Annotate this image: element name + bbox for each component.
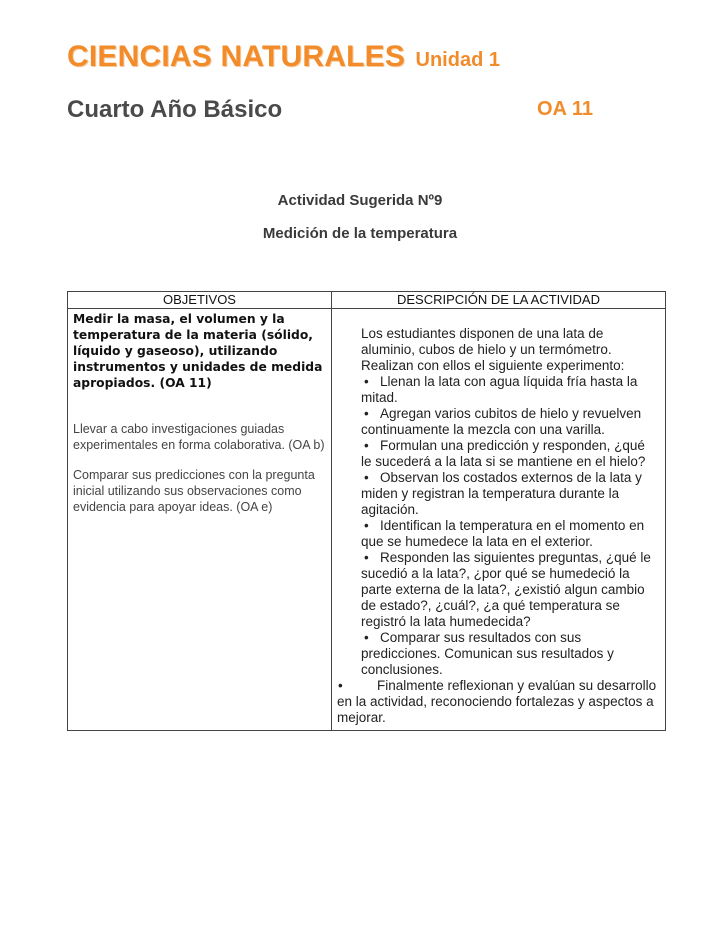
list-item — [337, 630, 659, 678]
description-header: DESCRIPCIÓN DE LA ACTIVIDAD — [332, 292, 666, 309]
step-text: Responden las siguientes preguntas, ¿qué le sucedió a la lata?, ¿por qué se humedeció la parte externa de la lata?, ¿existió algun cambio de estado?, ¿cuál?, ¿a qué temperatura se registró la lata humedecida? — [361, 550, 651, 629]
step-text: Agregan varios cubitos de hielo y revuelven continuamente la mezcla con una varilla. — [361, 406, 642, 437]
bullet: • — [364, 550, 369, 565]
bullet: • — [364, 470, 369, 485]
activity-name: Medición de la temperatura — [262, 225, 458, 242]
list-item — [337, 438, 659, 470]
list-item — [337, 406, 659, 438]
page-header — [67, 40, 627, 126]
list-item — [337, 518, 659, 550]
step-text: Observan los costados externos de la lata y miden y registran la temperatura durante la agitación. — [361, 470, 642, 517]
secondary-objective-e: Comparar sus predicciones con la pregunta inicial utilizando sus observaciones como evidencia para apoyar ideas. (OA e) — [73, 468, 315, 514]
list-item — [337, 550, 659, 630]
grade-label: Cuarto Año Básico — [67, 96, 283, 123]
oa-label: OA 11 — [537, 98, 593, 120]
list-item — [337, 470, 659, 518]
primary-objective: Medir la masa, el volumen y la temperatura de la materia (sólido, líquido y gaseoso), utilizando instrumentos y unidades de medida apropiados. (OA 11) — [73, 312, 323, 390]
step-text: Identifican la temperatura en el momento en que se humedece la lata en el exterior. — [361, 518, 645, 549]
step-text: Formulan una predicción y responden, ¿qué le sucederá a la lata si se mantiene en el hielo? — [361, 438, 646, 469]
description-cell — [332, 309, 666, 731]
step-text: Llenan la lata con agua líquida fría hasta la mitad. — [361, 374, 638, 405]
list-item — [337, 374, 659, 406]
description-intro: Los estudiantes disponen de una lata de aluminio, cubos de hielo y un termómetro. Realizan con ellos el siguiente experimento: — [361, 326, 625, 373]
table-row — [68, 309, 666, 731]
step-text: Comparar sus resultados con sus predicciones. Comunican sus resultados y conclusiones. — [361, 630, 614, 677]
subject-title: CIENCIAS NATURALES — [67, 40, 406, 73]
subtitle-line — [67, 96, 627, 126]
activity-table — [67, 291, 666, 731]
bullet: • — [364, 518, 369, 533]
bullet: • — [364, 438, 369, 453]
bullet: • — [338, 678, 343, 693]
list-item-final — [337, 678, 659, 726]
bullet: • — [364, 630, 369, 645]
objectives-header: OBJETIVOS — [68, 292, 332, 309]
bullet: • — [364, 374, 369, 389]
bullet: • — [364, 406, 369, 421]
table-header-row — [68, 292, 666, 309]
objectives-cell — [68, 309, 332, 731]
secondary-objective-b: Llevar a cabo investigaciones guiadas experimentales en forma colaborativa. (OA b) — [73, 422, 325, 452]
activity-number: Actividad Sugerida Nº9 — [277, 192, 443, 209]
unit-label: Unidad 1 — [415, 49, 500, 71]
title-line — [67, 40, 627, 82]
final-step-text: Finalmente reflexionan y evalúan su desarrollo en la actividad, reconociendo fortalezas y aspectos a mejorar. — [337, 678, 657, 725]
